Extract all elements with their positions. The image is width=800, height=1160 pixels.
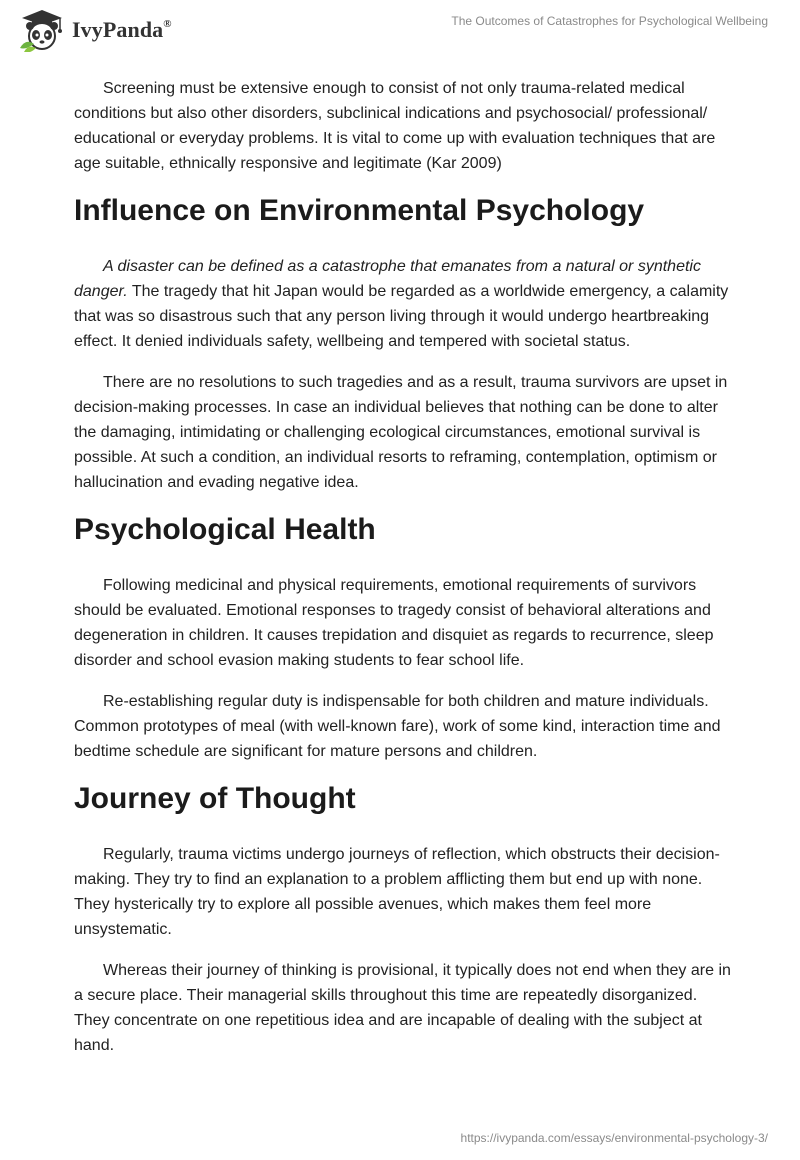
paragraph: Re-establishing regular duty is indispensable for both children and mature individuals. Common prototypes of meal (with well-known fare), work of some kind, interaction time and bedtime schedule are significant for mature persons and children. — [74, 693, 721, 760]
brand-name: IvyPanda® — [72, 17, 172, 42]
paragraph: Following medicinal and physical requirements, emotional requirements of survivors should be evaluated. Emotional responses to tragedy consist of behavioral alterations and degeneration in children. It causes trepidation and disquiet as regards to recurrence, sleep disorder and school evasion making students to fear school life. — [74, 577, 714, 669]
paragraph: Whereas their journey of thinking is provisional, it typically does not end when they are in a secure place. Their managerial skills throughout this time are repeatedly disorganized. They concentrate on one repetitious idea and are incapable of dealing with the subject at hand. — [74, 962, 731, 1054]
page-header — [0, 0, 800, 60]
section-heading: Psychological Health — [74, 513, 376, 546]
section-heading: Journey of Thought — [74, 782, 356, 815]
paragraph: Regularly, trauma victims undergo journeys of reflection, which obstructs their decision-making. They try to find an explanation to a problem afflicting them but end up with none. They hysterically try to explore all possible avenues, which makes them feel more unsystematic. — [74, 846, 720, 938]
source-url[interactable]: https://ivypanda.com/essays/environmental-psychology-3/ — [460, 1131, 768, 1145]
essay-body — [74, 76, 734, 1074]
paragraph: There are no resolutions to such tragedies and as a result, trauma survivors are upset in decision-making processes. In case an individual believes that nothing can be done to alter the damaging, intimidating or challenging ecological circumstances, emotional survival is possible. At such a condition, an individual resorts to reframing, contemplation, optimism or hallucination and evading negative idea. — [74, 374, 728, 491]
section-heading: Influence on Environmental Psychology — [74, 194, 645, 227]
paragraph: A disaster can be defined as a catastrophe that emanates from a natural or synthetic danger. The tragedy that hit Japan would be regarded as a worldwide emergency, a calamity that was so disastrous such that any person living through it would undergo heartbreaking effect. It denied individuals safety, wellbeing and tempered with societal status. — [74, 258, 729, 350]
paragraph: Screening must be extensive enough to consist of not only trauma-related medical conditions but also other disorders, subclinical indications and psychosocial/ professional/ educational or everyday problems. It is vital to come up with evaluation techniques that are age suitable, ethnically responsive and legitimate (Kar 2009) — [74, 80, 716, 172]
logo[interactable] — [16, 8, 172, 52]
italic-definition: A disaster can be defined as a catastrophe that emanates from a natural or synthetic danger. — [74, 258, 701, 300]
document-title: The Outcomes of Catastrophes for Psychological Wellbeing — [451, 14, 768, 28]
panda-logo-icon — [16, 8, 68, 52]
